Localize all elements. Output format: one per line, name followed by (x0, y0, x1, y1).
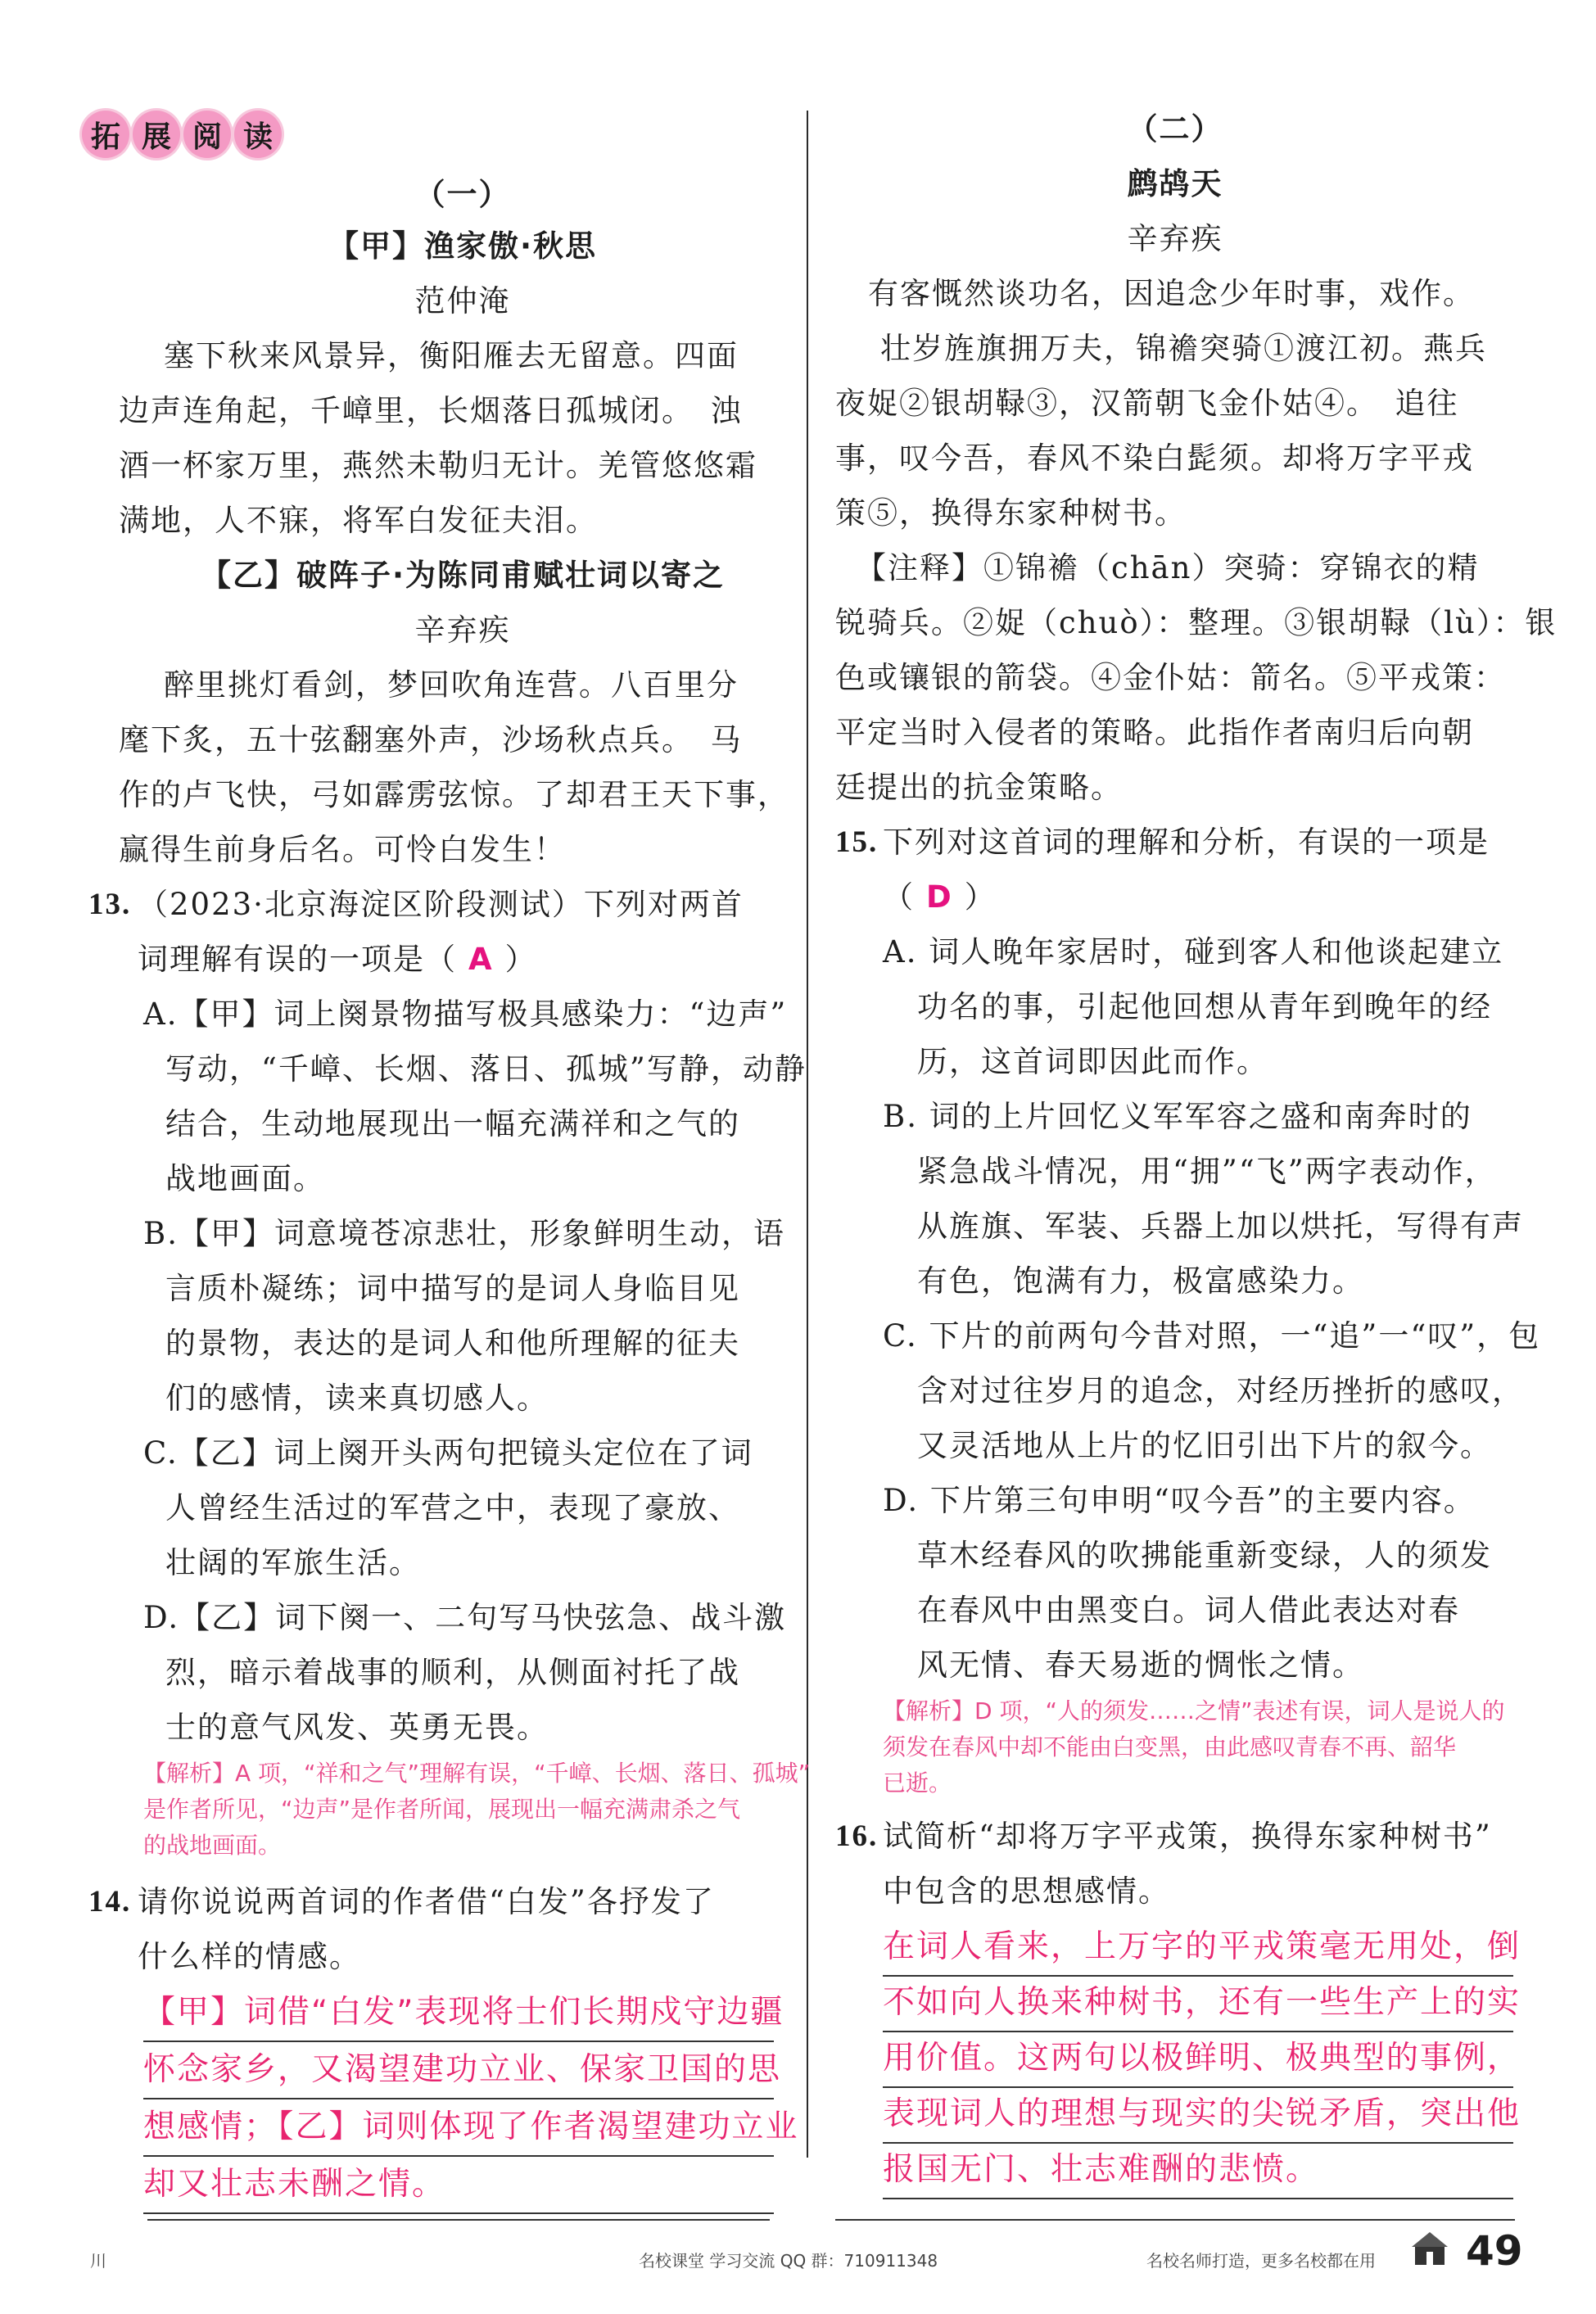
handwritten-answer-line: 报国无门、壮志难酬的悲愤。 (883, 2142, 1513, 2199)
option-line: B.【甲】词意境苍凉悲壮，形象鲜明生动，语 (143, 1216, 785, 1251)
option-line: 写动，“千嶂、长烟、落日、孤城”写静，动静 (165, 1051, 807, 1087)
footer-region-mark: 川 (90, 2251, 106, 2271)
question-16-number: 16. (835, 1819, 879, 1853)
poem-author: 辛弃疾 (1127, 221, 1223, 256)
poem-line: 酒一杯家万里，燕然未勒归无计。羌管悠悠霜 (119, 448, 757, 483)
poem-line: 夜娖②银胡䩮③，汉箭朝飞金仆姑④。 追往 (835, 386, 1459, 421)
poem-line: 醉里挑灯看剑，梦回吹角连营。八百里分 (164, 667, 739, 703)
poem-yi-title: 【乙】破阵子·为陈同甫赋壮词以寄之 (200, 558, 726, 593)
badge-char: 拓 (82, 111, 129, 158)
poem-title: 鹧鸪天 (1127, 166, 1223, 201)
explanation-line: 【解析】D 项，“人的须发……之情”表述有误，词人是说人的 (883, 1697, 1505, 1724)
option-line: 言质朴凝练；词中描写的是词人身临目见 (165, 1271, 740, 1306)
notes-line: 色或镶银的箭袋。④金仆姑：箭名。⑤平戎策： (835, 660, 1506, 695)
notes-line: 【注释】①锦襜（chān）突骑：穿锦衣的精 (856, 550, 1480, 585)
option-line: 烈，暗示着战事的顺利，从侧面衬托了战 (165, 1655, 740, 1690)
footer-qq-group: 名校课堂 学习交流 QQ 群：710911348 (639, 2251, 938, 2271)
handwritten-answer-line: 用价值。这两句以极鲜明、极典型的事例， (883, 2031, 1513, 2088)
poem-line: 满地，人不寐，将军白发征夫泪。 (119, 503, 598, 538)
poem-line: 麾下炙，五十弦翻塞外声，沙场秋点兵。 马 (119, 722, 743, 757)
footer-rule (147, 2219, 770, 2221)
question-14-number: 14. (88, 1885, 132, 1919)
handwritten-answer-line: 怀念家乡，又渴望建功立业、保家卫国的思 (143, 2042, 774, 2099)
poem-line: 壮岁旌旗拥万夫，锦襜突骑①渡江初。燕兵 (880, 331, 1487, 366)
explanation-line: 的战地画面。 (143, 1832, 282, 1859)
question-15-number: 15. (835, 825, 879, 859)
option-line: 历，这首词即因此而作。 (917, 1044, 1268, 1079)
option-line: 的景物，表达的是词人和他所理解的征夫 (165, 1326, 740, 1361)
notes-line: 平定当时入侵者的策略。此指作者南归后向朝 (835, 715, 1474, 750)
notes-line: 锐骑兵。②娖（chuò）：整理。③银胡䩮（lù）：银 (835, 605, 1558, 640)
question-16-stem: 试简析“却将万字平戎策，换得东家种树书” (883, 1819, 1492, 1854)
badge-char: 读 (234, 111, 282, 158)
notes-line: 廷提出的抗金策略。 (835, 770, 1123, 805)
option-line: 们的感情，读来真切感人。 (165, 1381, 549, 1416)
option-line: 有色，饱满有力，极富感染力。 (917, 1263, 1364, 1299)
footer-rule (835, 2219, 1515, 2221)
part-one-heading: （一） (414, 177, 511, 212)
section-badge (82, 111, 282, 158)
handwritten-answer-line: 却又壮志未酬之情。 (143, 2157, 774, 2214)
poem-line: 事，叹今吾，春风不染白髭须。却将万字平戎 (835, 441, 1474, 476)
poem-line: 作的卢飞快，弓如霹雳弦惊。了却君王天下事， (119, 777, 789, 812)
option-line: 草木经春风的吹拂能重新变绿，人的须发 (917, 1538, 1492, 1573)
option-line: 紧急战斗情况，用“拥”“飞”两字表动作， (917, 1154, 1497, 1189)
explanation-line: 已逝。 (883, 1769, 952, 1797)
badge-char: 阅 (183, 111, 231, 158)
badge-char: 展 (133, 111, 180, 158)
explanation-line: 是作者所见，“边声”是作者所闻，展现出一幅充满肃杀之气 (143, 1796, 741, 1823)
question-13-stem: 词理解有误的一项是（ A ） (138, 942, 537, 977)
question-13-stem: （2023·北京海淀区阶段测试）下列对两首 (138, 887, 744, 922)
poem-yi-author: 辛弃疾 (414, 612, 511, 648)
page-number: 49 (1466, 2227, 1523, 2275)
option-line: D.【乙】词下阕一、二句写马快弦急、战斗激 (143, 1600, 787, 1635)
question-14-stem: 请你说说两首词的作者借“白发”各抒发了 (138, 1884, 715, 1919)
poem-line: 塞下秋来风景异，衡阳雁去无留意。四面 (164, 338, 739, 373)
option-line: 结合，生动地展现出一幅充满祥和之气的 (165, 1106, 740, 1141)
option-line: 功名的事，引起他回想从青年到晚年的经 (917, 989, 1492, 1024)
question-15-answer: D (926, 879, 953, 915)
question-13-answer: A (468, 942, 494, 977)
handwritten-answer-line: 在词人看来，上万字的平戎策毫无用处，倒 (883, 1919, 1513, 1977)
explanation-line: 须发在春风中却不能由白变黑，由此感叹青春不再、韶华 (883, 1733, 1457, 1760)
poem-preface: 有客慨然谈功名，因追念少年时事，戏作。 (868, 276, 1475, 311)
option-line: 壮阔的军旅生活。 (165, 1545, 421, 1580)
option-line: D. 下片第三句申明“叹今吾”的主要内容。 (883, 1483, 1476, 1518)
handwritten-answer-line: 【甲】词借“白发”表现将士们长期戍守边疆 (143, 1985, 774, 2042)
option-line: 从旌旗、军装、兵器上加以烘托，写得有声 (917, 1209, 1524, 1244)
poem-jia-author: 范仲淹 (414, 283, 511, 319)
question-15-paren: （ D ） (883, 879, 997, 915)
part-two-heading: （二） (1127, 111, 1223, 147)
question-13-number: 13. (88, 888, 132, 921)
option-line: B. 词的上片回忆义军军容之盛和南奔时的 (883, 1099, 1472, 1134)
question-15-stem: 下列对这首词的理解和分析，有误的一项是 (883, 825, 1490, 860)
option-line: 风无情、春天易逝的惆怅之情。 (917, 1647, 1364, 1683)
poem-line: 赢得生前身后名。可怜白发生！ (119, 832, 566, 867)
question-14-stem: 什么样的情感。 (138, 1939, 361, 1974)
poem-line: 策⑤，换得东家种树书。 (835, 495, 1187, 531)
option-line: A.【甲】词上阕景物描写极具感染力：“边声” (143, 997, 788, 1032)
explanation-line: 【解析】A 项，“祥和之气”理解有误，“千嶂、长烟、落日、孤城” (143, 1760, 811, 1787)
poem-jia-title: 【甲】渔家傲·秋思 (328, 228, 598, 264)
handwritten-answer-line: 表现词人的理想与现实的尖锐矛盾，突出他 (883, 2086, 1513, 2144)
question-16-stem: 中包含的思想感情。 (883, 1873, 1170, 1909)
option-line: 含对过往岁月的追念，对经历挫折的感叹， (917, 1373, 1524, 1408)
column-divider (807, 111, 808, 2158)
poem-line: 边声连角起，千嶂里，长烟落日孤城闭。 浊 (119, 393, 743, 428)
school-logo-icon (1408, 2227, 1451, 2270)
option-line: 人曾经生活过的军营之中，表现了豪放、 (165, 1490, 740, 1525)
option-line: C.【乙】词上阕开头两句把镜头定位在了词 (143, 1435, 753, 1471)
option-line: A. 词人晚年家居时，碰到客人和他谈起建立 (883, 934, 1504, 969)
option-line: C. 下片的前两句今昔对照，一“追”一“叹”，包 (883, 1318, 1541, 1354)
option-line: 在春风中由黑变白。词人借此表达对春 (917, 1593, 1460, 1628)
handwritten-answer-line: 不如向人换来种树书，还有一些生产上的实 (883, 1975, 1513, 2032)
option-line: 战地画面。 (165, 1161, 325, 1196)
footer-slogan: 名校名师打造，更多名校都在用 (1146, 2251, 1376, 2271)
option-line: 士的意气风发、英勇无畏。 (165, 1710, 549, 1745)
option-line: 又灵活地从上片的忆旧引出下片的叙今。 (917, 1428, 1492, 1463)
handwritten-answer-line: 想感情；【乙】词则体现了作者渴望建功立业 (143, 2099, 774, 2157)
